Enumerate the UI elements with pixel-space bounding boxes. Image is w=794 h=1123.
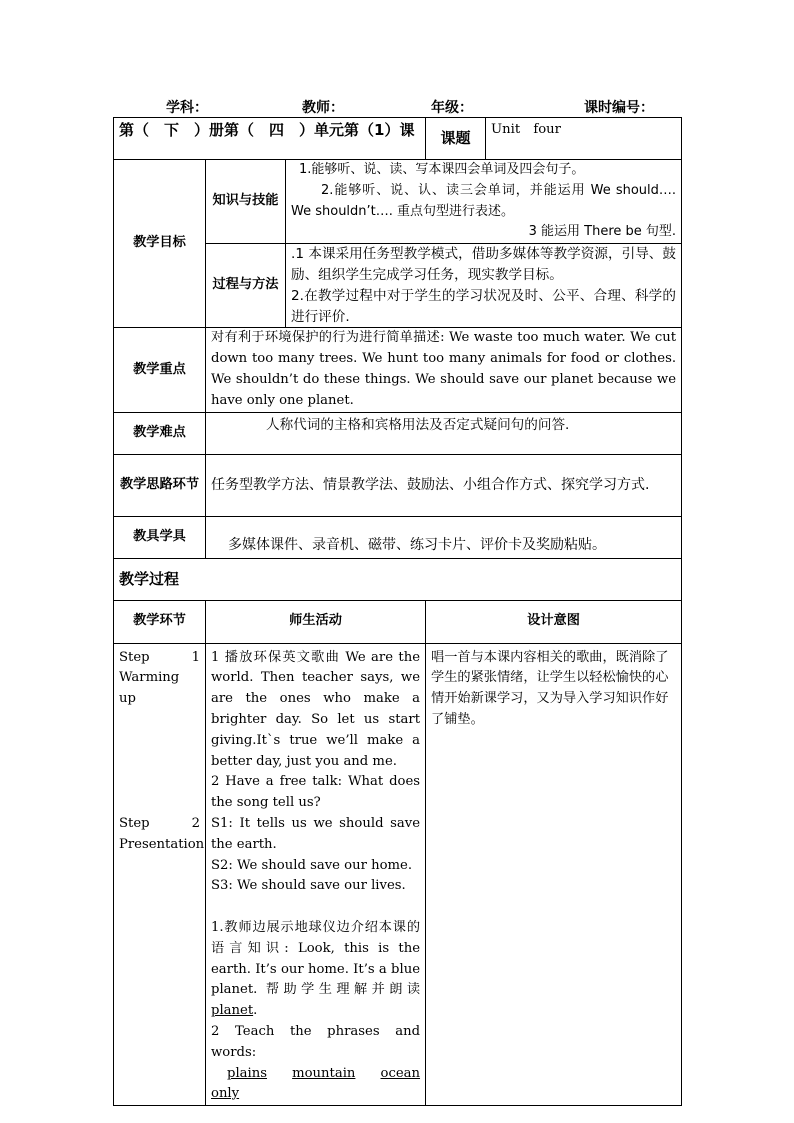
lesson-plan-table (113, 117, 682, 1106)
presentation-line-2: 2 Teach the phrases and words: (211, 1023, 421, 1060)
topic-label: 课题 (426, 118, 486, 160)
approach-label: 教学思路环节 (114, 454, 206, 516)
word-ocean: ocean (380, 1065, 421, 1081)
step-1-label: Step 1 Warming up (119, 649, 200, 707)
process-methods-label: 过程与方法 (206, 244, 286, 328)
word-mountain: mountain (292, 1065, 356, 1081)
warmup-line-1: 1 播放环保英文歌曲 We are the world. Then teacher says, we are the ones who make a brighter day. So let us start giving.It`s true we’ll make a better day, just you and me. (211, 649, 421, 769)
materials-text: 多媒体课件、录音机、磁带、练习卡片、评价卡及奖励粘贴。 (206, 516, 682, 558)
knowledge-skills-label: 知识与技能 (206, 160, 286, 244)
topic-value: Unit four (486, 118, 682, 160)
col-activity-header: 师生活动 (206, 600, 426, 643)
materials-row (114, 516, 682, 558)
process-title-row (114, 558, 682, 600)
materials-label: 教具学具 (114, 516, 206, 558)
warmup-line-4: S2: We should save our home. (211, 857, 413, 873)
knowledge-line-1: 1.能够听、说、读、写本课四会单词及四会句子。 (299, 162, 585, 177)
process-body-row (114, 643, 682, 1106)
difficulties-row (114, 412, 682, 454)
word-only: only (211, 1086, 240, 1102)
header-teacher: 教师： (302, 100, 344, 116)
step-2-label: Step 2 Presentation (119, 815, 205, 852)
header-lesson-number: 课时编号： (584, 100, 654, 116)
presentation-line-1: 1.教师边展示地球仪边介绍本课的语言知识: Look, this is the earth. It’s our home. It’s a blue planet. 帮助学生理解并朗读 planet. (211, 919, 421, 1019)
process-line-1: .1 本课采用任务型教学模式，借助多媒体等教学资源，引导、鼓励、组织学生完成学习任务，现实教学目标。 (291, 246, 677, 283)
approach-text: 任务型教学方法、情景教学法、鼓励法、小组合作方式、探究学习方式. (206, 454, 682, 516)
difficulties-label: 教学难点 (114, 412, 206, 454)
knowledge-line-2: 2.能够听、说、认、读三会单词，并能运用 We should…. We shouldn’t…. 重点句型进行表述。 (291, 182, 677, 219)
volume-unit-cell: 第（ 下 ）册第（ 四 ）单元第（1）课 (114, 118, 426, 160)
warmup-line-3: S1: It tells us we should save the earth. (211, 815, 421, 852)
process-title: 教学过程 (114, 558, 682, 600)
process-line-2: 2.在教学过程中对于学生的学习状况及时、公平、合理、科学的进行评价. (291, 287, 677, 325)
warmup-line-5: S3: We should save our lives. (211, 878, 406, 894)
knowledge-skills-text (286, 160, 682, 244)
title-row (114, 118, 682, 160)
word-list (211, 1064, 420, 1085)
header-subject: 学科： (166, 100, 208, 116)
col-intent-header: 设计意图 (426, 600, 682, 643)
difficulties-text: 人称代词的主格和宾格用法及否定式疑问句的问答. (206, 412, 682, 454)
process-methods-text (286, 244, 682, 328)
approach-row (114, 454, 682, 516)
col-step-header: 教学环节 (114, 600, 206, 643)
objectives-knowledge-row (114, 160, 682, 244)
warmup-line-2: 2 Have a free talk: What does the song tell us? (211, 774, 421, 811)
planet-word: planet (211, 1003, 254, 1019)
step-column (114, 643, 206, 1106)
key-points-row (114, 328, 682, 412)
objectives-label: 教学目标 (114, 160, 206, 328)
process-header-row (114, 600, 682, 643)
key-points-text: 对有利于环境保护的行为进行简单描述: We waste too much water. We cut down too many trees. We hunt too many animals for food or clothes. We shouldn’t do these things. We should save our planet because we have only one planet. (206, 328, 682, 412)
knowledge-line-3: 3 能运用 There be 句型. (528, 224, 677, 240)
activity-column (206, 643, 426, 1106)
intent-column: 唱一首与本课内容相关的歌曲，既消除了学生的紧张情绪，让学生以轻松愉快的心情开始新课学习，又为导入学习知识作好了铺垫。 (426, 643, 682, 1106)
header-grade: 年级： (431, 100, 473, 116)
key-points-label: 教学重点 (114, 328, 206, 412)
word-plains: plains (227, 1065, 268, 1081)
